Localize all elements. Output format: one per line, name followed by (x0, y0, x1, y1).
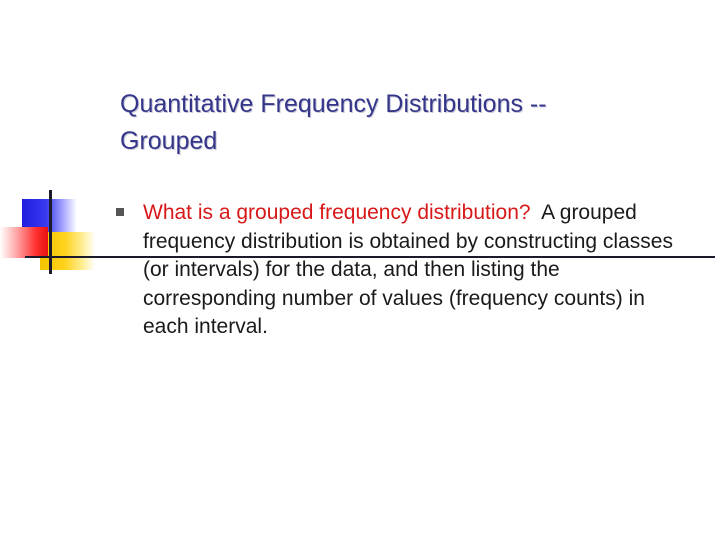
title-line-1: Quantitative Frequency Distributions -- (120, 90, 547, 118)
bullet-text (143, 199, 688, 342)
bullet-marker (116, 208, 124, 216)
bullet-answer: A grouped frequency distribution is obtained by constructing classes (or intervals) for the data, and then listing the corresponding number of values (frequency counts) in each interval. (143, 201, 673, 338)
slide-title (120, 86, 680, 160)
title-line-2: Grouped (120, 127, 218, 155)
decorative-blocks (0, 0, 110, 290)
bullet-question: What is a grouped frequency distribution? (143, 201, 531, 224)
red-block (0, 227, 48, 258)
vertical-rule (49, 190, 52, 274)
